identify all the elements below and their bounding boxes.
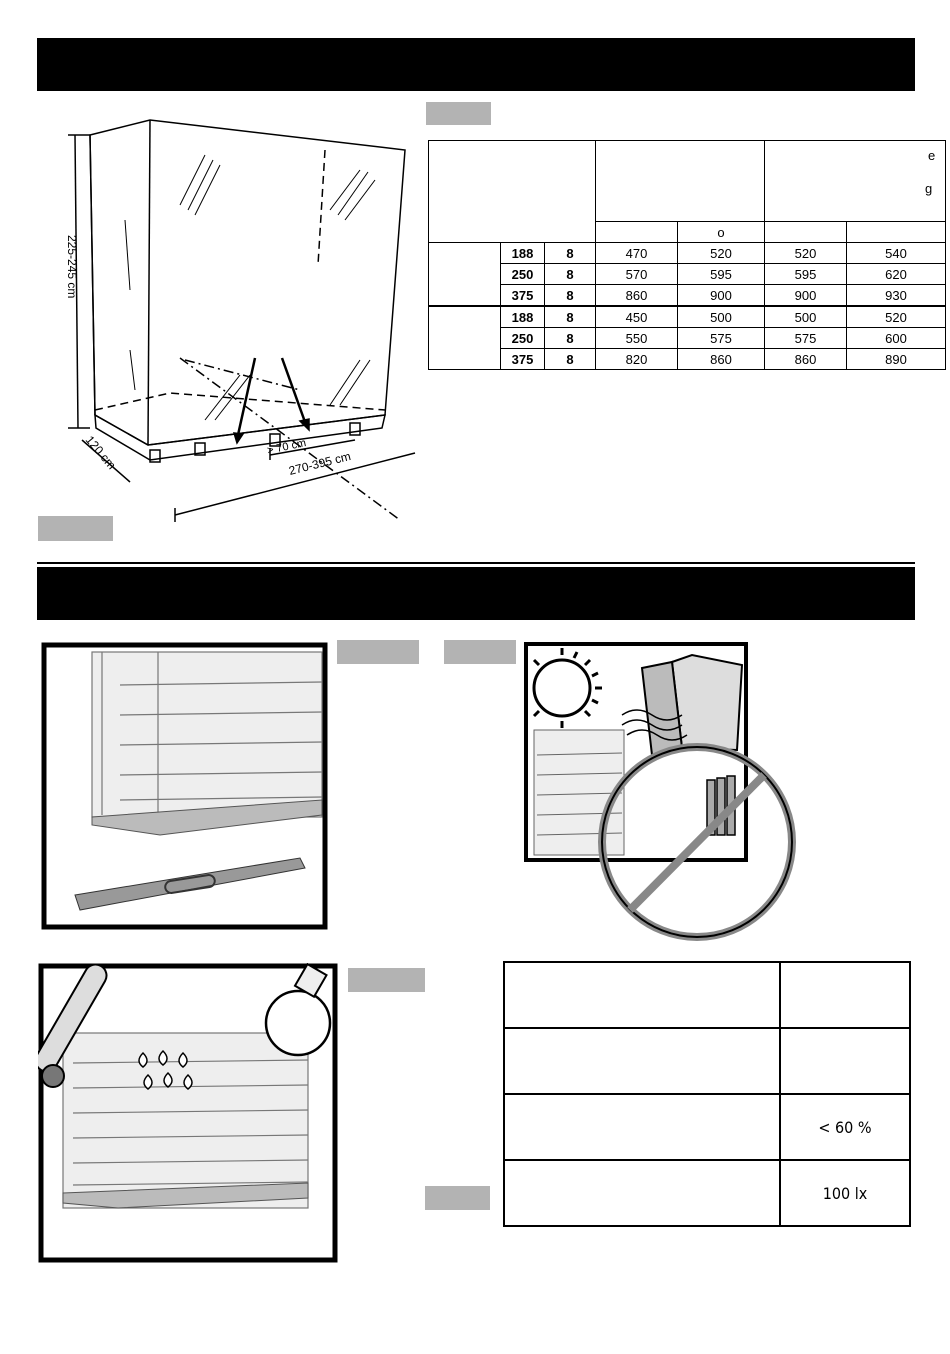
table-cell-count: 8 (545, 349, 596, 370)
figure-label-tag-5 (425, 1186, 490, 1210)
table-cell: 575 (765, 328, 847, 349)
table-subheader (765, 222, 847, 243)
table-cell-size: 188 (501, 243, 545, 264)
table-row (429, 349, 946, 370)
table-cell: 600 (847, 328, 946, 349)
table-cell-count: 8 (545, 264, 596, 285)
table-cell: 550 (596, 328, 678, 349)
table-cell: 820 (596, 349, 678, 370)
table-row (429, 243, 946, 264)
table-row (504, 962, 910, 1028)
condition-value (780, 962, 910, 1028)
condition-label (504, 1160, 780, 1226)
table-cell: 470 (596, 243, 678, 264)
table-cell: 860 (678, 349, 765, 370)
table-group-cell (429, 306, 501, 370)
header-fragment-g: g (925, 181, 933, 196)
table-cell: 900 (765, 285, 847, 307)
table-cell: 520 (847, 306, 946, 328)
table-header-blank (429, 141, 596, 243)
condition-label (504, 1028, 780, 1094)
table-cell: 860 (765, 349, 847, 370)
table-group-cell (429, 243, 501, 307)
table-row (429, 328, 946, 349)
header-fragment-o: o (717, 224, 725, 240)
figure-label-tag-2 (337, 640, 419, 664)
table-cell: 570 (596, 264, 678, 285)
table-row (504, 1028, 910, 1094)
table-cell-count: 8 (545, 306, 596, 328)
header-fragment-e: e (928, 148, 936, 163)
table-header-group-1 (596, 141, 765, 222)
table-cell: 500 (678, 306, 765, 328)
table-row (429, 306, 946, 328)
table-subheader (596, 222, 678, 243)
table-cell: 595 (678, 264, 765, 285)
table-cell: 575 (678, 328, 765, 349)
figure-label-tag-4 (348, 968, 425, 992)
weight-table (428, 140, 946, 370)
table-cell: 500 (765, 306, 847, 328)
table-cell: 520 (678, 243, 765, 264)
section-banner-middle (37, 567, 915, 620)
height-dimension-label: 225-245 cm (65, 235, 79, 299)
clearance-dimension-label: > 70 cm (266, 436, 308, 457)
leveling-figure (40, 640, 330, 932)
table-cell: 890 (847, 349, 946, 370)
table-row (504, 1094, 910, 1160)
table-cell: 930 (847, 285, 946, 307)
table-cell-count: 8 (545, 328, 596, 349)
packaged-case-dimensions-figure (30, 110, 420, 530)
humidity-value: < 60 % (780, 1094, 910, 1160)
table-cell: 595 (765, 264, 847, 285)
section-divider (37, 562, 915, 564)
table-cell-size: 250 (501, 328, 545, 349)
table-subheader (847, 222, 946, 243)
table-cell-count: 8 (545, 243, 596, 264)
width-dimension-label: 270-395 cm (287, 448, 353, 478)
condition-label (504, 1094, 780, 1160)
table-cell: 900 (678, 285, 765, 307)
depth-dimension-label: 120 cm (82, 432, 119, 473)
section-banner-top (37, 38, 915, 91)
table-cell: 620 (847, 264, 946, 285)
table-cell-size: 188 (501, 306, 545, 328)
table-row (504, 1160, 910, 1226)
table-row (429, 285, 946, 307)
table-cell: 860 (596, 285, 678, 307)
table-label-tag (426, 102, 491, 125)
open-door-icon (642, 655, 742, 755)
table-header-group-2 (765, 141, 946, 222)
table-cell: 540 (847, 243, 946, 264)
heat-sources-warning-figure (522, 640, 797, 945)
table-cell-count: 8 (545, 285, 596, 307)
table-cell: 450 (596, 306, 678, 328)
condition-value (780, 1028, 910, 1094)
table-cell-size: 375 (501, 285, 545, 307)
figure-label-tag-3 (444, 640, 516, 664)
table-subheader (678, 222, 765, 243)
table-cell-size: 250 (501, 264, 545, 285)
table-row (429, 264, 946, 285)
condition-label (504, 962, 780, 1028)
table-cell: 520 (765, 243, 847, 264)
environment-conditions-table (503, 961, 911, 1227)
environment-conditions-figure (38, 963, 338, 1263)
illuminance-value: 100 lx (780, 1160, 910, 1226)
table-cell-size: 375 (501, 349, 545, 370)
